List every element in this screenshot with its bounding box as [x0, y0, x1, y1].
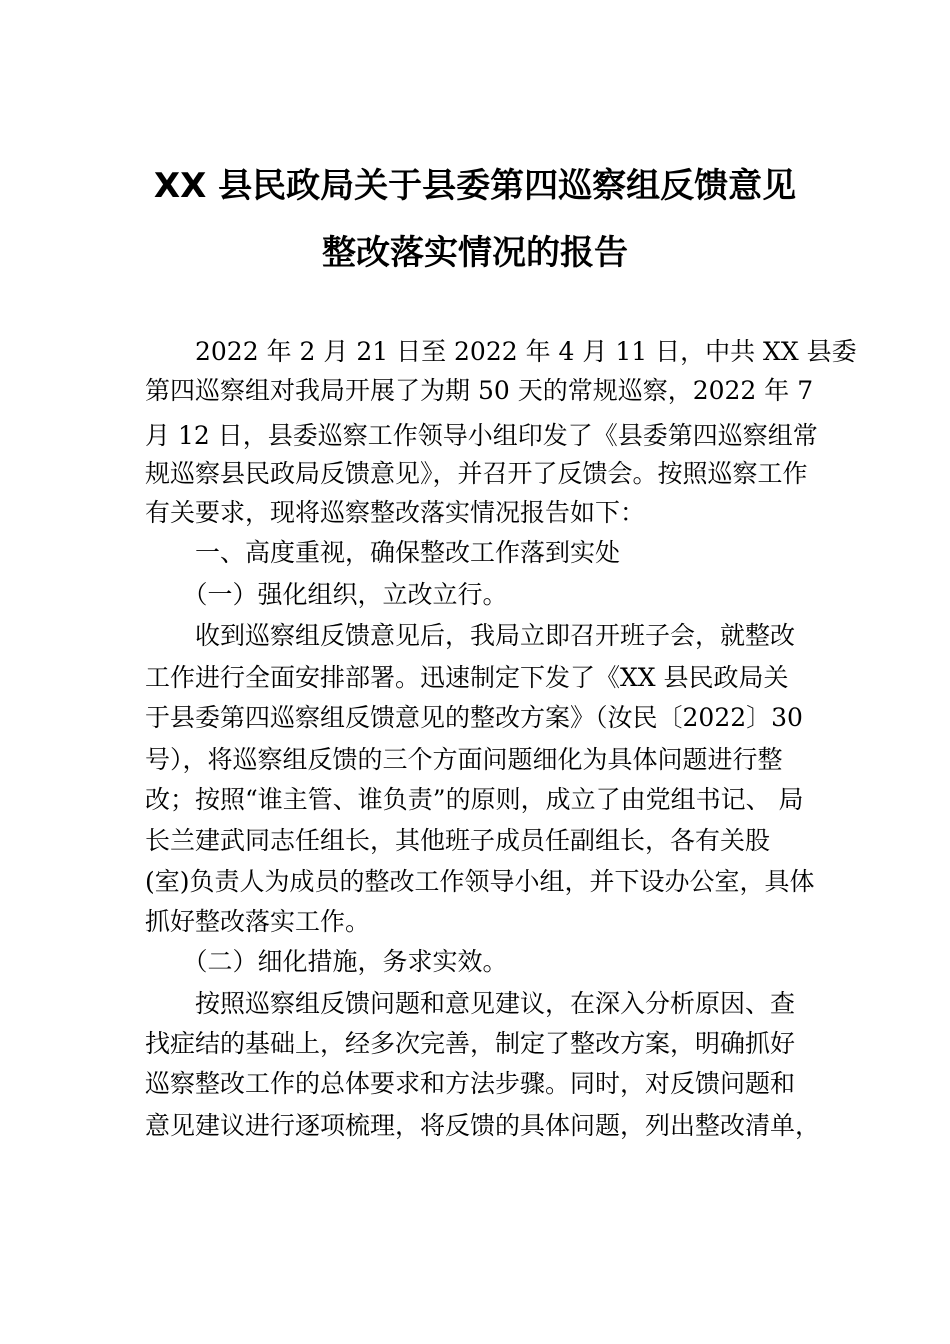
body-line-15: 抓好整改落实工作。	[145, 907, 371, 936]
body-line-5: 有关要求，现将巡察整改落实情况报告如下：	[145, 498, 646, 527]
body-line-12: 改；按照“谁主管、谁负责”的原则，成立了由党组书记、 局	[145, 785, 804, 814]
subsection-heading-2: （二）细化措施，务求实效。	[145, 947, 508, 976]
body-line-18: 找症结的基础上，经多次完善，制定了整改方案，明确抓好	[145, 1029, 796, 1058]
body-line-2: 第四巡察组对我局开展了为期 50 天的常规巡察，2022 年 7	[145, 376, 814, 405]
body-line-3: 月 12 日，县委巡察工作领导小组印发了《县委第四巡察组常	[145, 421, 818, 450]
body-line-19: 巡察整改工作的总体要求和方法步骤。同时，对反馈问题和	[145, 1069, 796, 1098]
body-line-1: 2022 年 2 月 21 日至 2022 年 4 月 11 日，中共 XX 县委	[145, 337, 857, 366]
body-line-20: 意见建议进行逐项梳理，将反馈的具体问题，列出整改清单，	[145, 1111, 821, 1140]
document-title-line-1: XX 县民政局关于县委第四巡察组反馈意见	[153, 166, 797, 206]
body-line-13: 长兰建武同志任组长，其他班子成员任副组长，各有关股	[145, 826, 771, 855]
body-line-4: 规巡察县民政局反馈意见》，并召开了反馈会。按照巡察工作	[145, 459, 808, 488]
body-line-8: 收到巡察组反馈意见后，我局立即召开班子会，就整改	[145, 621, 796, 650]
body-line-11: 号），将巡察组反馈的三个方面问题细化为具体问题进行整	[145, 745, 783, 774]
document-title-line-2: 整改落实情况的报告	[322, 233, 628, 273]
subsection-heading-1: （一）强化组织，立改立行。	[145, 580, 508, 609]
section-heading-1: 一、高度重视，确保整改工作落到实处	[145, 538, 621, 567]
body-line-14: (室)负责人为成员的整改工作领导小组，并下设办公室，具体	[145, 867, 815, 896]
body-line-10: 于县委第四巡察组反馈意见的整改方案》（汝民〔2022〕30	[145, 703, 803, 732]
body-line-9: 工作进行全面安排部署。迅速制定下发了《XX 县民政局关	[145, 663, 789, 692]
body-line-17: 按照巡察组反馈问题和意见建议，在深入分析原因、查	[145, 989, 796, 1018]
